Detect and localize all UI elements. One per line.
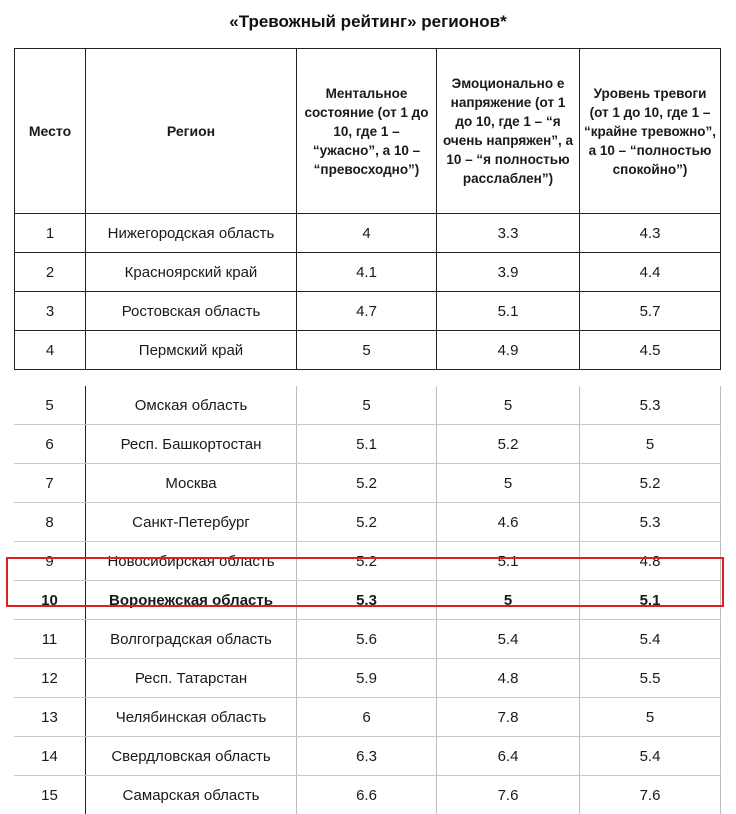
cell-mental: 6.3	[296, 737, 436, 775]
cell-anxiety: 5.3	[579, 386, 721, 424]
cell-emotional: 7.8	[436, 698, 579, 736]
cell-anxiety: 5.7	[579, 292, 721, 330]
cell-place: 11	[41, 630, 58, 648]
cell-place: 5	[45, 396, 54, 414]
cell-region: Респ. Башкортостан	[85, 425, 296, 463]
cell-emotional: 5.4	[436, 620, 579, 658]
highlight-box	[6, 557, 724, 607]
cell-mental: 6.6	[296, 776, 436, 814]
cell-region: Омская область	[85, 386, 296, 424]
cell-mental: 5.9	[296, 659, 436, 697]
cell-region: Ростовская область	[85, 292, 296, 330]
table-row	[14, 253, 721, 292]
cell-emotional: 5	[436, 581, 579, 619]
cell-place: 9	[45, 552, 54, 570]
cell-mental: 5.2	[296, 503, 436, 541]
cell-anxiety: 5.2	[579, 464, 721, 502]
cell-region: Респ. Татарстан	[85, 659, 296, 697]
cell-region: Волгоградская область	[85, 620, 296, 658]
table-row	[14, 464, 721, 503]
table-header-row	[14, 49, 721, 214]
cell-place: 7	[45, 474, 54, 492]
cell-anxiety: 4.8	[579, 542, 721, 580]
cell-mental: 4.1	[296, 253, 436, 291]
header-emotional: Эмоционально е напряжение (от 1 до 10, где 1 – “я очень напряжен”, а 10 – “я полностью расслаблен”)	[436, 49, 579, 213]
cell-place: 12	[41, 669, 58, 687]
cell-mental: 5.3	[296, 581, 436, 619]
table-upper-body	[14, 214, 721, 370]
cell-mental: 5	[296, 331, 436, 369]
cell-emotional: 6.4	[436, 737, 579, 775]
cell-mental: 5	[296, 386, 436, 424]
cell-anxiety: 5.4	[579, 620, 721, 658]
table-row	[14, 331, 721, 370]
header-mental: Ментальное состояние (от 1 до 10, где 1 – “ужасно”, а 10 – “превосходно”)	[296, 49, 436, 213]
cell-region: Нижегородская область	[85, 214, 296, 252]
cell-anxiety: 4.5	[579, 331, 721, 369]
cell-emotional: 4.9	[436, 331, 579, 369]
cell-place: 4	[14, 331, 85, 369]
cell-region: Челябинская область	[85, 698, 296, 736]
cell-place: 14	[41, 747, 58, 765]
cell-region: Красноярский край	[85, 253, 296, 291]
cell-region: Самарская область	[85, 776, 296, 814]
table-row	[14, 386, 721, 425]
cell-region: Свердловская область	[85, 737, 296, 775]
cell-emotional: 5	[436, 464, 579, 502]
cell-mental: 5.2	[296, 542, 436, 580]
cell-anxiety: 4.4	[579, 253, 721, 291]
cell-region: Пермский край	[85, 331, 296, 369]
table-row	[14, 292, 721, 331]
table-upper-block	[14, 48, 721, 370]
cell-emotional: 5.1	[436, 292, 579, 330]
cell-anxiety: 5.1	[579, 581, 721, 619]
page-title: «Тревожный рейтинг» регионов*	[229, 12, 507, 31]
cell-emotional: 3.9	[436, 253, 579, 291]
cell-place: 3	[14, 292, 85, 330]
table-row	[14, 776, 721, 814]
cell-place: 15	[41, 786, 58, 804]
cell-emotional: 3.3	[436, 214, 579, 252]
header-place: Место	[14, 49, 85, 213]
cell-emotional: 5.1	[436, 542, 579, 580]
cell-region: Москва	[85, 464, 296, 502]
cell-place: 6	[45, 435, 54, 453]
cell-place: 1	[14, 214, 85, 252]
cell-place: 8	[45, 513, 54, 531]
cell-anxiety: 5.3	[579, 503, 721, 541]
cell-place: 10	[41, 591, 58, 609]
cell-anxiety: 7.6	[579, 776, 721, 814]
cell-mental: 4.7	[296, 292, 436, 330]
cell-anxiety: 5.4	[579, 737, 721, 775]
header-anxiety: Уровень тревоги (от 1 до 10, где 1 – “крайне тревожно”, а 10 – “полностью спокойно”)	[579, 49, 721, 213]
cell-emotional: 4.6	[436, 503, 579, 541]
cell-mental: 5.2	[296, 464, 436, 502]
table-row	[14, 503, 721, 542]
cell-region: Воронежская область	[85, 581, 296, 619]
header-region: Регион	[85, 49, 296, 213]
cell-anxiety: 5.5	[579, 659, 721, 697]
table-row	[14, 214, 721, 253]
cell-emotional: 7.6	[436, 776, 579, 814]
cell-mental: 4	[296, 214, 436, 252]
table-row	[14, 698, 721, 737]
cell-emotional: 5	[436, 386, 579, 424]
cell-emotional: 4.8	[436, 659, 579, 697]
cell-anxiety: 4.3	[579, 214, 721, 252]
cell-emotional: 5.2	[436, 425, 579, 463]
cell-region: Новосибирская область	[85, 542, 296, 580]
cell-anxiety: 5	[579, 698, 721, 736]
cell-region: Санкт-Петербург	[85, 503, 296, 541]
cell-anxiety: 5	[579, 425, 721, 463]
cell-place: 13	[41, 708, 58, 726]
cell-mental: 5.1	[296, 425, 436, 463]
rating-table	[14, 48, 721, 814]
table-row	[14, 620, 721, 659]
cell-mental: 5.6	[296, 620, 436, 658]
cell-place: 2	[14, 253, 85, 291]
table-row	[14, 425, 721, 464]
cell-mental: 6	[296, 698, 436, 736]
table-row	[14, 737, 721, 776]
table-row	[14, 659, 721, 698]
